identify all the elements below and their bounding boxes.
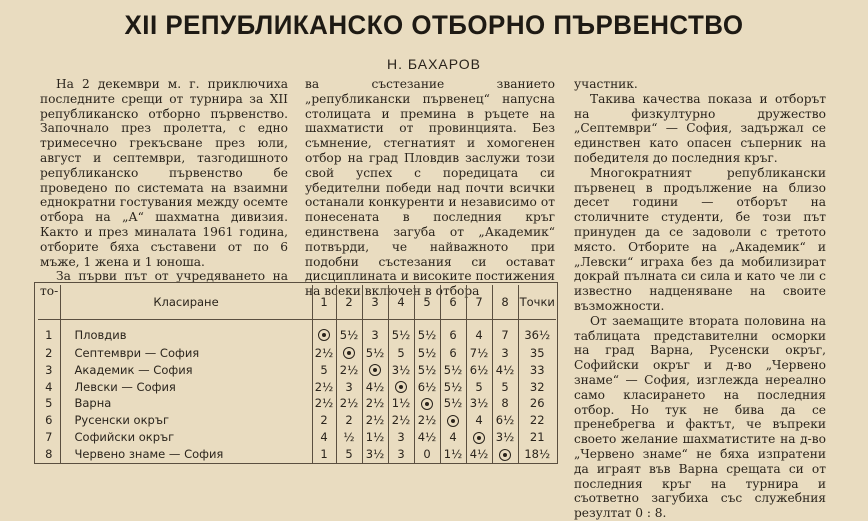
table-row — [38, 320, 556, 345]
paragraph: Многократният републикански първенец в продължение на близо десет години — отборът на столичните студенти, бе този път принуден да се задоволи с третото място. Отборите на „Академик“ и „Левски“ играха без да мобилизират докрай пълната си сила и като че ли с известно надценяване на своите възможности. — [574, 165, 826, 313]
table-row — [38, 345, 556, 362]
points-cell: 21 — [518, 429, 556, 446]
score-cell: 5½ — [362, 345, 388, 362]
score-cell: 5½ — [388, 320, 414, 345]
dotted-circle-icon — [473, 432, 485, 444]
score-cell: 5½ — [440, 362, 466, 379]
score-cell: 1½ — [388, 395, 414, 412]
score-cell: 2½ — [312, 379, 336, 396]
score-cell: 2½ — [414, 412, 440, 429]
paragraph: Такива качества показа и отборът на физкултурно дружество „Септември“ — София, задържал се единствен като опасен съперник на победителя до последния кръг. — [574, 91, 826, 165]
diagonal-cell — [388, 379, 414, 396]
team-name-cell: Варна — [60, 395, 312, 412]
header-col-2: 2 — [336, 285, 362, 320]
points-cell: 36½ — [518, 320, 556, 345]
place-cell: 6 — [45, 413, 53, 428]
score-cell: 2½ — [312, 395, 336, 412]
diagonal-cell — [492, 446, 518, 463]
place-cell: 4 — [45, 379, 53, 394]
score-cell: 5 — [312, 362, 336, 379]
score-cell: 2½ — [362, 395, 388, 412]
paragraph: От заемащите втората половина на таблицата представителни осморки на град Варна, Русенски окръг, Софийски окръг и д-во „Червено знаме“ — София, изглежда нереално само класирането на последния отбор. Но тук не бива да се пренебрегва и фактът, че въпреки своето желание шахматистите на д-во „Червено знаме“ не бяха изпратени да играят във Варна срещата си от последния кръг на турнира и съответно загубиха със служебния резултат 0 : 8. — [574, 313, 826, 521]
score-cell: 4½ — [414, 429, 440, 446]
table-header-row — [38, 285, 556, 320]
score-cell: 6½ — [492, 412, 518, 429]
paragraph: участник. — [574, 77, 638, 91]
table-row — [38, 395, 556, 412]
score-cell: 3 — [336, 379, 362, 396]
score-cell: 2 — [312, 412, 336, 429]
table-row — [38, 379, 556, 396]
place-cell: 3 — [45, 362, 53, 377]
team-name-cell: Левски — София — [60, 379, 312, 396]
table-row — [38, 412, 556, 429]
points-cell: 33 — [518, 362, 556, 379]
table-row — [38, 362, 556, 379]
score-cell: 3½ — [492, 429, 518, 446]
score-cell: 3½ — [466, 395, 492, 412]
place-cell: 7 — [45, 430, 53, 445]
score-cell: 4 — [312, 429, 336, 446]
header-col-1: 1 — [312, 285, 336, 320]
table-row — [38, 429, 556, 446]
paragraph: За първи път от учредяването на то- — [40, 269, 288, 299]
header-ranking: Класиране — [60, 285, 312, 320]
team-name-cell: Пловдив — [60, 320, 312, 345]
score-cell: 5½ — [440, 395, 466, 412]
score-cell: 4 — [466, 320, 492, 345]
score-cell: 5 — [336, 446, 362, 463]
points-cell: 35 — [518, 345, 556, 362]
score-cell: 5 — [466, 379, 492, 396]
dotted-circle-icon — [395, 381, 407, 393]
score-cell: 4½ — [466, 446, 492, 463]
team-name-cell: Септември — София — [60, 345, 312, 362]
score-cell: ½ — [336, 429, 362, 446]
diagonal-cell — [362, 362, 388, 379]
score-cell: 3 — [388, 429, 414, 446]
place-cell: 1 — [45, 327, 53, 342]
header-col-7: 7 — [466, 285, 492, 320]
score-cell: 1 — [312, 446, 336, 463]
score-cell: 2½ — [388, 412, 414, 429]
points-cell: 32 — [518, 379, 556, 396]
place-cell: 2 — [45, 345, 53, 360]
article-author: Н. БАХАРОВ — [386, 56, 482, 72]
table-row — [38, 446, 556, 463]
diagonal-cell — [312, 320, 336, 345]
paragraph: На 2 декември м. г. приключиха последните срещи от турнира за XII републиканско отборно първенство. Започнало през пролетта, с едно тримесечно грекъсване през юли, август и септември, тазгодишното републиканско първенство бе проведено по системата на взаимни еднократни гостувания между осемте отбора на „А“ шахматна дивизия. Както и през миналата 1961 година, отборите бяха съставени от по 6 мъже, 1 жена и 1 юноша. — [40, 77, 288, 269]
article-title: XII РЕПУБЛИКАНСКО ОТБОРНО ПЪРВЕНСТВО — [124, 10, 744, 40]
score-cell: 0 — [414, 446, 440, 463]
team-name-cell: Софийски окръг — [60, 429, 312, 446]
score-cell: 3½ — [362, 446, 388, 463]
team-name-cell: Русенски окръг — [60, 412, 312, 429]
text-column-1 — [40, 77, 288, 299]
score-cell: 8 — [492, 395, 518, 412]
points-cell: 26 — [518, 395, 556, 412]
header-col-6: 6 — [440, 285, 466, 320]
header-col-5: 5 — [414, 285, 440, 320]
score-cell: 5½ — [414, 345, 440, 362]
text-column-3 — [574, 77, 826, 521]
place-cell: 8 — [45, 447, 53, 462]
score-cell: 6 — [440, 345, 466, 362]
header-col-3: 3 — [362, 285, 388, 320]
dotted-circle-icon — [421, 398, 433, 410]
score-cell: 4½ — [362, 379, 388, 396]
score-cell: 2 — [336, 412, 362, 429]
diagonal-cell — [466, 429, 492, 446]
score-cell: 3 — [388, 446, 414, 463]
header-points: Точки — [518, 285, 556, 320]
points-cell: 18½ — [518, 446, 556, 463]
header-col-4: 4 — [388, 285, 414, 320]
score-cell: 7½ — [466, 345, 492, 362]
score-cell: 4 — [466, 412, 492, 429]
score-cell: 6½ — [414, 379, 440, 396]
score-cell: 3 — [492, 345, 518, 362]
text-column-2 — [305, 77, 555, 299]
score-cell: 2½ — [362, 412, 388, 429]
score-cell: 1½ — [362, 429, 388, 446]
score-cell: 2½ — [336, 395, 362, 412]
team-name-cell: Академик — София — [60, 362, 312, 379]
diagonal-cell — [336, 345, 362, 362]
standings-body — [38, 320, 556, 464]
score-cell: 5 — [388, 345, 414, 362]
score-cell: 7 — [492, 320, 518, 345]
paragraph: ва състезание званието „републикански първенец“ напусна столицата и премина в ръцете на шахматисти от провинцията. Без съмнение, стегнатият и хомогенен отбор на град Пловдив заслужи този свой успех с поредицата си убедителни победи над почти всички останали конкуренти и независимо от понесената в последния кръг единствена загуба от „Академик“ потвърди, че найважното при подобни състезания си остават дисциплината и високите постижения на всеки включен в отбора — [305, 77, 555, 299]
standings-table — [38, 285, 556, 463]
header-col-8: 8 — [492, 285, 518, 320]
score-cell: 3 — [362, 320, 388, 345]
score-cell: 5½ — [336, 320, 362, 345]
score-cell: 5½ — [440, 379, 466, 396]
dotted-circle-icon — [499, 449, 511, 461]
place-cell: 5 — [45, 396, 53, 411]
team-name-cell: Червено знаме — София — [60, 446, 312, 463]
score-cell: 6½ — [466, 362, 492, 379]
score-cell: 4½ — [492, 362, 518, 379]
diagonal-cell — [440, 412, 466, 429]
dotted-circle-icon — [369, 364, 381, 376]
score-cell: 2½ — [336, 362, 362, 379]
score-cell: 5½ — [414, 362, 440, 379]
dotted-circle-icon — [343, 347, 355, 359]
diagonal-cell — [414, 395, 440, 412]
score-cell: 5 — [492, 379, 518, 396]
score-cell: 6 — [440, 320, 466, 345]
dotted-circle-icon — [447, 415, 459, 427]
score-cell: 5½ — [414, 320, 440, 345]
points-cell: 22 — [518, 412, 556, 429]
dotted-circle-icon — [318, 329, 330, 341]
score-cell: 1½ — [440, 446, 466, 463]
score-cell: 3½ — [388, 362, 414, 379]
score-cell: 4 — [440, 429, 466, 446]
header-place — [38, 285, 60, 320]
score-cell: 2½ — [312, 345, 336, 362]
